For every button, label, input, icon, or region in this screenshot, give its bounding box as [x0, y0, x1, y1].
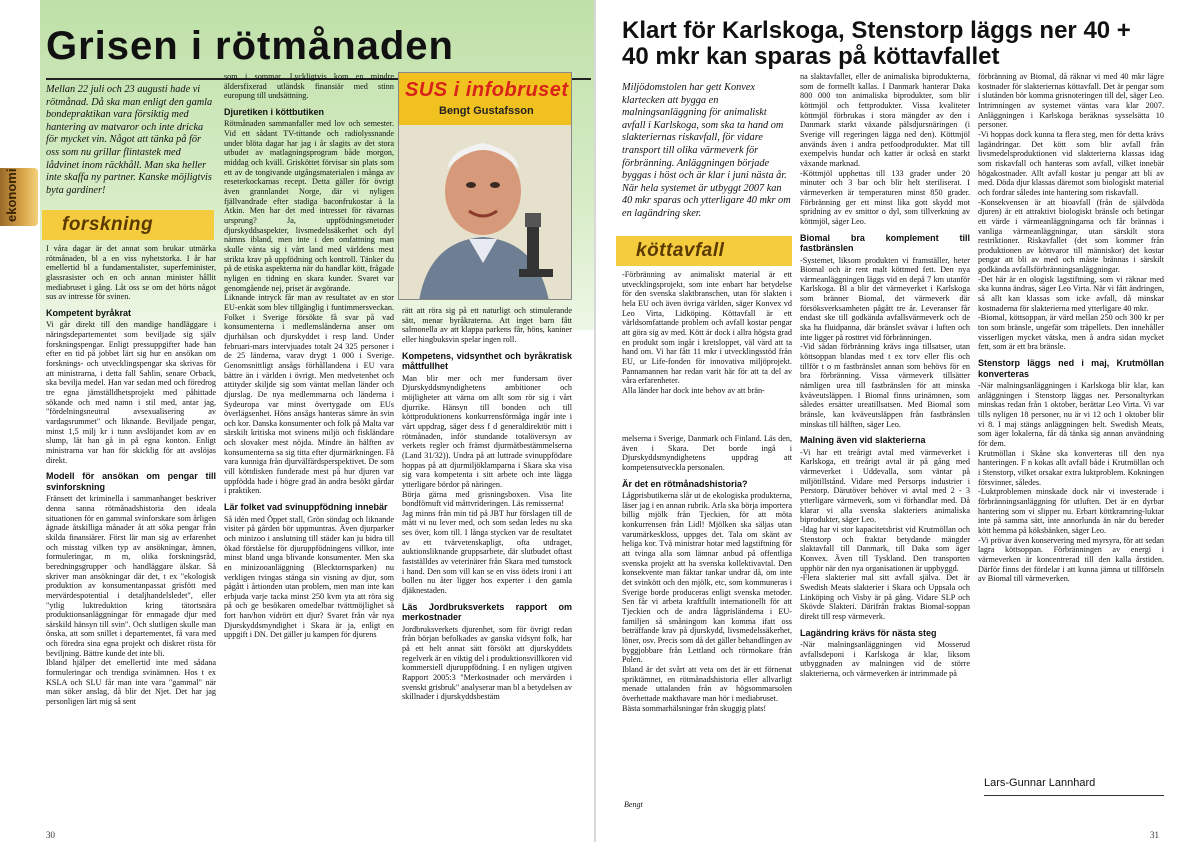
section-bar-kottavfall: [622, 236, 792, 266]
paragraph: I våra dagar är det annat som brukar utmärka rötmånaden, bl a en viss nyhetstorka. I år har emellertid bl a fundamentalister, superfeminister, glassrasister och en och annan minister hållit mediabruset i gång. Låt oss se om det hörts något sus av intresse för svinen.: [46, 244, 216, 302]
paragraph: Ibland hjälper det emellertid inte med sådana formuleringar och trendiga svinämnen. Hos t ex KSLA och SLU får man inte vara "gammal" när man söker anslag, då blir det Njet. Det har jag personligen lärt mig så sent: [46, 658, 216, 707]
paragraph: -Systemet, liksom produkten vi framställer, heter Biomal och är rent malt köttmed fett. Den nya värmeanläggningen läggs vid en depå 7 km utanför Karlskoga. Bl a blir det värmeverket i Karlskoga som bränner Biomal, det värmeverk där försöksverksamheten pågått tre år. Leveranser får endast ske till godkända avfallsvärmeverk och de ska ha fluidpanna, där bränslet svävar i luften och inte ligger på rosttret vid förbränningen.: [800, 255, 970, 342]
column-signature: Bengt: [624, 800, 643, 809]
subheading: Stenstorp läggs ned i maj, Krutmöllan konverteras: [978, 358, 1164, 379]
paragraph: som i sommar. Lyckligtvis kom en mindre äldersfixerad utländsk finansiär med stinn europung till undsättning.: [224, 72, 394, 101]
subheading: Kompetent byråkrat: [46, 307, 132, 318]
text-column-2: [224, 72, 394, 828]
column-author-name: Bengt Gustafsson: [439, 105, 534, 117]
side-tab-label: ekonomi: [4, 168, 19, 222]
text-column-r2: [800, 72, 970, 828]
paragraph: -Köttmjöl upphettas till 133 grader under 20 minuter och 3 bar och blir helt steriliserat. I värmeverken är temperaturen minst 850 grader. Förbränning ger ett minst lika gott skydd mot spridning av ev smittor o dyl, som tillverkning av köttmjöl, säger Leo.: [800, 168, 970, 226]
page-number-right: 31: [1150, 830, 1159, 840]
paragraph: Liknande intryck får man av resultatet av en stor EU-enkät som blev tillgänglig i funtimmersveckan. Folket i Sverige försökte få svar på vad konsumenterna i medlemsländerna anser om djurhälsan och djurskyddet i resp land. Under februari-mars intervjuades totalt 24 325 personer i de 25 länderna, varav drygt 1 000 i Sverige. Genomsnittligt ansågs förhållandena i EU vara bättre än i världen i övrigt. Men medvetenhet och attityder skiljde sig som väntat mellan länder och djurslag. De nya medlemmarna och länderna i Sydeuropa var minst övertygade om EUs överlägsenhet. Höns ansågs hanteras sämre än svin och kor. Danska konsumenter och folk på Malta var särskilt kritiska mot svinens miljö och fiskländare och slovaker mest nöjda. Mindre än hälften av konsumenterna sa sig titta efter djurmärkningen. Få vara kunniga från djurvälfärdsperspektivet. De som vill köttdisken funderade mest på hur djuren var uppfödda hade i högre grad än andra besökt gårdar i praktiken.: [224, 293, 394, 496]
text-column-3: [402, 306, 572, 828]
article-headline: Grisen i rötmånaden: [46, 24, 454, 68]
column-logo-title: SUS i infobruset: [405, 79, 569, 101]
subheading: Lär folket vad svinuppfödning innebär: [224, 502, 388, 513]
subheading: Biomal bra komplement till fastbränslen: [800, 232, 970, 253]
section-bar-label: forskning: [62, 214, 154, 235]
text-column-1: [46, 244, 216, 828]
subheading: Läs Jordbruksverkets rapport om merkostnader: [402, 601, 572, 623]
paragraph: Alla länder har dock inte behov av att brän-: [622, 385, 765, 395]
paragraph: Lågprisbutikerna slår ut de ekologiska produkterna, läser jag i en annan rubrik. Arla ska börja importera billig mjölk från Tjeckien, för att möta konkurrensen från Lidl! Mjölken ska säljas utan varumärkeskloss, uppges det. Tala om skänt av heliga kor. Två ministrar hotar med lagstiftning för att tvinga alla som lämnar anbud på offentliga svenska projekt att ha svenska kollektivavtal. Den konsekvente man fäktar tankar undrar då, om inte det svinkött och den mjölk, etc, som kommuneras i Sverige borde produceras enligt svenska metoder. Sen får vi arbeta kraftfullt internationellt för att Tjeckien och de andra lågprisländerna i EU-familjen så småningom kan komma ifatt oss beträffande krav på djurskydd, livsmedelssäkerhet, löner, osv. Precis som då det gäller behandlingen av byggjobbare från Lettland och rörmokare från Polen.: [622, 491, 792, 665]
section-side-tab: [0, 168, 38, 226]
paragraph: Så idén med Öppet stall, Grön söndag och liknande visiter på gården bör uppmuntras. Även djurparker och minizoo i anslutning till städer kan ju bidra till ökad förståelse för djuruppfödningens villkor, inte minst bland unga blivande konsumenter. Men ska en minizooanläggning (Blecktornsparken) nu verkligen tvingas stänga sin visning av djur, som pågått i årtionden utan problem, men man inte kan erbjuda varje tacka minst 250 kvm yta att röra sig på och ge besökaren omedelbar tvättmöjlighet så fort han/hon vidrört ett djur? Svaret från vår nya Djurskyddsmyndighet i Skara är ja, enligt en uppgift i DN. Det gäller ju kampen för djurens: [224, 514, 394, 640]
article-ingress: Mellan 22 juli och 23 augusti hade vi rötmånad. Då ska man enligt den gamla bondepraktikan vara försiktig med hantering av matvaror och inte dricka för mycket vin. Något att tänka på för oss som nu grillar flintastek med lådvinet inom räckhåll. Man ska heller inte skaffa ny partner. Kanske möjligtvis byta gardiner!: [46, 84, 213, 196]
paragraph: -Luktproblemen minskade dock när vi investerade i förbränningsanläggning för utluften. Det är en dyrbar hantering som vi slipper nu. Erbart köttkramring-luktar inte på samma sätt, inte annorlunda än när du bereder kött hemma på köksbänken, säger Leo.: [978, 487, 1164, 535]
subheading: Lagändring krävs för nästa steg: [800, 627, 937, 638]
section-bar-label-right: köttavfall: [636, 240, 725, 261]
paragraph: -Konsekvensen är att bioavfall (från de självdöda djuren) är ett attraktivt biologiskt bränsle och betingar ett värde i värmeanläggningarna och får brännas i vanliga värmeanläggningar, utan särskilt stora restriktioner. Riskavfallet (det som kommer från produktionen av köttvaror till människor) det kostar pengar att bli av med och måste brännas i särskilt godkända avfallsförbränningsanläggningar.: [978, 197, 1164, 275]
paragraph: förbränning av Biomal, då räknar vi med 40 mkr lägre kostnader för slakteriernas köttavfall. Det är pengar som i slutänden bör komma grisnoteringen till del, säger Leo. Intrimningen av systemet väntas vara klar 2007. Anläggningen i Karlskoga beräknas sysselsätta 10 personer.: [978, 72, 1164, 130]
paragraph: Fränsett det kriminella i sammanhanget beskriver denna sanna rötmånadshistoria den ideala situationen för en gammal svinforskare som årligen ägnade åtskilliga månader åt att söka pengar från skilda finansiärer. Först lär man sig av erfarenhet och misstag vilken typ av ansökningar, ämnen, formuleringar, m m, olika forskningsråd, beredningsgrupper och handläggare älskar. Så skriver man ansökningar där det, t ex "ekologisk produktion av konsumentanpassat grisfött med mervärdespotential i detaljhandelsledet", eller "ytlig luktreduktion kring tätortsnära produktionsanläggningar för enmagade djur med särskild hänsyn till svin". Och slutligen skulle man önska, att som snillet i departementet, få vara med och föredra sina egna projekt och diskret rösta för beviljning. Bättre kunde det inte bli.: [46, 494, 216, 658]
paragraph: -Vi har ett treårigt avtal med värmeverket i Karlskoga, ett treårigt avtal är på gång med värmeverket i Uddevalla, som väntar på miljötillstånd. Vidare med Persorps industrier i Perstorp. Därutöver behöver vi avtal med 2 - 3 ytterligare värmeverk, som vi förhandlar med. Då klarar vi alla svenska slakteriers animaliska biprodukter, säger Leo.: [800, 447, 970, 525]
paragraph: Krutmöllan i Skåne ska konverteras till den nya hanteringen. F n kokas allt avfall både i Krutmöllan och i Stenstorp, vilket orsakar extra luktproblem. Kokningen försvinner, således.: [978, 448, 1164, 487]
text-column-r3: [978, 72, 1164, 772]
paragraph: Rötmånaden sammanfaller med lov och semester. Vid ett sådant TV-tittande och radiolyssnande under blöta dagar har jag i år slagits av det stora utbudet av matlagningsprogram både morgon, middag och kväll. Grisköttet förvisar sin plats som ett av de tongivande utgångsmaterialen i många av reseterkockarnas recept. Detta gäller för övrigt även grannlandet Norge, där vi nyligen fjällvandrade efter stadiga baconfrukostar à la Atkin. Men har det med intresset för rävarnas ursprung? Ja, uppfödningsmetoder djurskyddsaspekter, livsmedelssäkerhet och dyl nämns ibland, men inte i den omfattning man skulle vänta sig i vårt land med världens mest strikta krav på uppfödning och kontroll. Tänker du på de etiska aspekterna när du handlar kött, frågade nyligen en tidning en skara kunder. Svaret var genomgående nej, priset är avgörande.: [224, 119, 394, 293]
paragraph: Börja gärna med grisningsboxen. Visa lite bondförnuft vid måttvrideringen. Läs remisserna!: [402, 489, 572, 509]
subheading: Malning även vid slakterierna: [800, 435, 926, 446]
paragraph: -Idag har vi stor kapacitetsbrist vid Krutmöllan och Stenstorp och fraktar betydande mängder slaktavfall till Danmark, till Daka som äger Konvex. Även till Tyskland. Den transporten upphör när den nya organisationen är uppbyggd.: [800, 525, 970, 573]
text-column-r1-bottom: [622, 434, 792, 798]
paragraph: -När malningsanläggningen i Karlskoga blir klar, kan anläggningen i Stenstorp läggas ner. Personaltyrkan minskas redan från 1 oktober, berättar Leo Virta. Vi var tills nyligen 18 personer, nu är vi 12 och 1 oktober blir vi 8. I maj stängs anläggningen helt. Swedish Meats, som äger lokalerna, får då tänka sig annan användning för dem.: [978, 381, 1164, 448]
paragraph: -Förbränning av animaliskt material är ett utvecklingsprojekt, som inte enbart har betydelse för den svenska slaktbranschen, utan för slakten i hela EU och även övriga världen, säger Konvex vd Leo Virta, Lidköping. Köttavfall är ett världsomfattande problem och avfall kostar pengar att göra sig av med. Kött är dock i allra högsta grad en produkt som ingår i kretsloppet, väl värd att ta hand om. Vi har fått 11 mkr i utvecklingsstöd från EU, ur Life-fonden för innovativa miljöprojekt. Pannamannen har redan varit här för att ta del av våra erfarenheter.: [622, 270, 792, 386]
paragraph: -Vi hoppas dock kunna ta flera steg, men för detta krävs lagändringar. Det kött som blir avfall från livsmedelsproduktionen vid slakterierna klassas idag som riskavfall och hanteras som avfall, vilket innebär högakostnader. Allt avfall kostar ju pengar att bli av med. Döda djur klassas däremot som biologiskt material och fordrar således inte hantering som riskavfall.: [978, 129, 1164, 197]
paragraph: Vi går direkt till den mandige handläggare i näringsdepartementet som beviljade sig själv forskningspengar. Enligt pressuppgifter hade han efter en tid på jobbet lärt sig hur en ansökan om forsknings- och utvecklingspengar ska skrivas för att ministrarna, i detta fall Sahlin, senare Orback, ska bevilja medel. Han var sedan med och föredrog tre egna jämställdhetsprojekt med påhittade sökande och med namn i stil med, antar jag, "fördelningsneutral avsexualisering av vardagsrummet" och liknande. Beviljade pengar, minst 1,5 milj kr i tunn avslöjandet kom av en slump, lät han gå in på egna konton. Enligt ministrarna var han för skicklig för att avslöjas direkt.: [46, 320, 216, 465]
paragraph: -När malningsanläggningen vid Mosserud avfallsdeponi i Karlskoga är klar, liksom utbyggnaden av malningen vid de större slakterierna, och värmeverken är intrimmade på: [800, 640, 970, 679]
paragraph: -Biomal, köttsoppan, är värd mellan 250 och 300 kr per ton som bränsle, ungefär som träpellets. Den innehåller visserligen mycket vätska, men å andra sidan mycket fett, som är ett bra bränsle.: [978, 313, 1164, 352]
columnist-photo: [398, 72, 572, 300]
article-headline-right: Klart för Karlskoga, Stenstorp läggs ner 40 + 40 mkr kan sparas på köttavfallet: [622, 17, 1131, 70]
paragraph: na slaktavfallet, eller de animaliska biprodukterna, som de formellt kallas. I Danmark hanterar Daka 800 000 ton animaliska biprodukter, som blir köttmjöl och fettprodukter. Vissa kvaliteter köttmjöl förbrukas i stora mängder av den i Danmark starkt växande pälsdjursnäringen (i Sverige vill regeringen lägga ned den). Köttmjöl används även i andra petfoodprodukter. Mat till exempelvis hundar och katter är också en starkt växande marknad.: [800, 72, 970, 168]
paragraph: -Flera slakterier mal sitt avfall själva. Det är Swedish Meats slakterier i Skara och Uppsala och Linköping och Visby är på gång. Vidare SLP och Skövde Slakteri. Därifrån fraktas Biomal-soppan direkt till resp värmeverk.: [800, 573, 970, 621]
article-ingress-right: Miljödomstolen har gett Konvex klartecken att bygga en malningsanläggning för animaliskt avfall i Karlskoga, som ska ta hand om slakteriernas riskavfall, för vidare transport till olika värmeverk för förbränning. Anläggningen började byggas i höst och är klar i juni nästa år. När hela systemet är utbyggt 2007 kan 40 mkr sparas och ytterligare 40 mkr om en lagändring sker.: [622, 82, 791, 219]
text-column-r1-top: [622, 270, 792, 428]
paragraph: -Det här är en ologisk lagstiftning, som vi räknar med ska kunna ändras, säger Leo Virta. När vi fått ändringen, så allt kan klassas som icke avfall, då minskar kostnaderna för slakterierna med ytterligare 40 mkr.: [978, 274, 1164, 313]
paragraph: Man blir mer och mer fundersam över Djurskyddsmyndighetens ambitioner och möjligheter att värna om allt som rör sig i vårt djurrike. Hänsyn till bonden och till köttproduktionens konkurrensförmåga ingår inte i vårt uppdrag, säger dess f d generaldirektör mitt i rötmånaden, inför stundande totalöversyn av verkets regler och främst djurmätbestämmelserna (Land 31/32)). Undra på att luttrade svinuppfödare hoppas på att djurmiljöklamparna i Skara ska visa sig vara kompetenta i sitt arbete och inte lägga ytterligare bördor på näringen.: [402, 373, 572, 489]
subheading: Kompetens, vidsynthet och byråkratisk måttfullhet: [402, 350, 572, 372]
paragraph: Bästa sommarhälsningar från skuggig plats!: [622, 703, 767, 713]
paragraph: -Vid sådan förbränning krävs inga tillsatser, utan köttsoppan blandas med t ex torv eller flis och tillför t o m fastbränslet annan som behövs för en bra förbränning. Vissa värmeverk tillsätter nämligen urea till fastbränslen för att minska kväveutsläppen. I Biomal finns urinämnen, som således ersätter ureatillsatsen. Med Biomal som bränsle, kan kväveutsläppen från fastbränslen minskas till hälften, säger Leo.: [800, 342, 970, 429]
paragraph: melserna i Sverige, Danmark och Finland. Läs den, även i Skara. Det borde ingå i Djurskyddsmyndighetens uppdrag att kompetensutveckla personalen.: [622, 434, 792, 472]
subheading: Är det en rötmånadshistoria?: [622, 478, 748, 489]
article-byline: Lars-Gunnar Lannhard: [984, 777, 1096, 789]
section-bar-forskning: [48, 210, 214, 240]
paragraph: Jordbruksverkets djurenhet, som för övrigt redan från början befolkades av ganska vidsynt folk, har på ett helt annat sätt försökt att djurskyddets regelverk är en viktig del i produktionsvillkoren vid kommersiell djuruppfödning. I en nyligen utgiven Rapport 2005:3 "Merkostnader och mervärden i svenskt grisbruk" analyserar man bl a betydelsen av skillnader i djurskyddsbestäm: [402, 624, 572, 702]
paragraph: -Vi prövar även konservering med myrsyra, för att sedan lagra köttsoppan. Förbränningen av energi i värmeverken är koncentrerad till den kalla årstiden. Därför finns det fördelar i att kunna jämna ut tillförseln av Biomal till värmeverken.: [978, 535, 1164, 584]
paragraph: rätt att röra sig på ett naturligt och stimulerande sätt, menar byråkraterna. Att inget barn fått salmonella av att klappa parkens får, höns, kaniner eller hingbuksvin spelar ingen roll.: [402, 306, 572, 344]
paragraph: Ibland är det svårt att veta om det är ett förnenat spriktämnet, en rötmånadshistoria eller allvarligt menade uttalanden från av högsommarsolen överhettade makthavare man hör i mediabruset.: [622, 664, 792, 703]
subheading: Djuretiken i köttbutiken: [224, 106, 325, 117]
page-number-left: 30: [46, 830, 55, 840]
paragraph: Jag minns från min tid på JBT hur förslagen till de mått vi nu lever med, och som sedan ledes nu ska ses över, kom till. I långa stycken var de resultatet av ett tvärvetenskapligt, ofta utdraget, auktionsliknande gruppsarbete, där slutbudet oftast fastställdes av veterinärer från Skara med tumstock i hand. Den som vill kan se en viss ödets ironi i att bollen nu åter ligger hos experter i den gamla djäknestaden.: [402, 508, 572, 596]
author-portrait: [399, 73, 572, 300]
byline-rule: [984, 795, 1164, 796]
subheading: Modell för ansökan om pengar till svinforskning: [46, 471, 216, 492]
